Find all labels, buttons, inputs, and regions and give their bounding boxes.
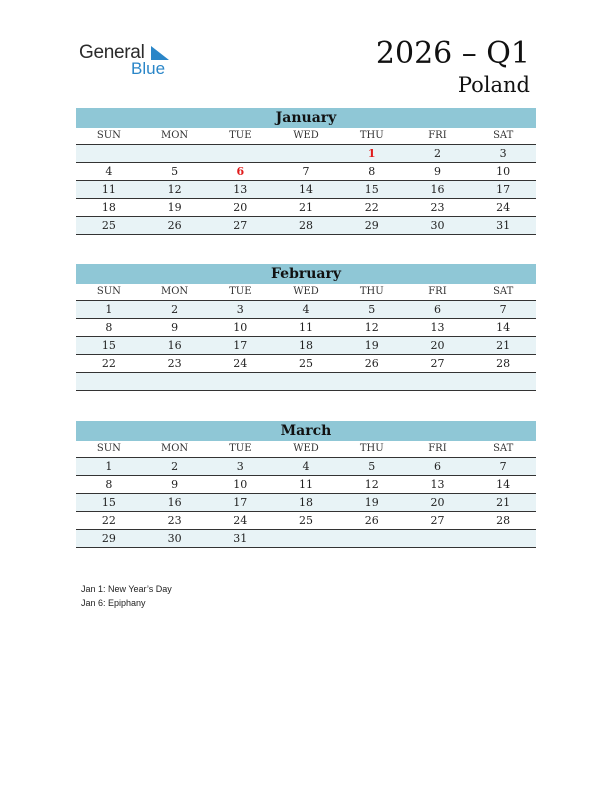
- weekday-label: TUE: [229, 443, 252, 454]
- weekday-label: SAT: [493, 286, 514, 297]
- day-cell: 12: [364, 478, 379, 491]
- day-cell: 11: [101, 183, 116, 196]
- day-cell: 19: [364, 496, 379, 509]
- day-cell: 19: [364, 339, 379, 352]
- day-cell: 17: [233, 496, 248, 509]
- weekday-label: MON: [160, 443, 189, 454]
- day-cell: 24: [233, 357, 248, 370]
- month-name: January: [76, 108, 536, 128]
- day-cell: [76, 145, 142, 162]
- day-cell: [273, 530, 339, 547]
- day-cell: 6: [433, 303, 441, 316]
- day-cell: 7: [499, 460, 507, 473]
- weekday-label: THU: [359, 286, 384, 297]
- week-row: [76, 319, 536, 337]
- day-cell: 11: [299, 321, 314, 334]
- day-cell: [207, 373, 273, 390]
- weekday-label: SAT: [493, 130, 514, 141]
- day-cell: 20: [430, 339, 445, 352]
- day-cell: 6: [236, 165, 245, 178]
- day-cell: 22: [101, 357, 116, 370]
- logo-triangle-icon: [149, 46, 169, 60]
- month-name: February: [76, 264, 536, 284]
- day-cell: 8: [368, 165, 376, 178]
- day-cell: 17: [496, 183, 511, 196]
- day-cell: 15: [101, 339, 116, 352]
- logo-text-general: General: [79, 42, 145, 63]
- day-cell: 14: [299, 183, 314, 196]
- day-cell: 10: [233, 478, 248, 491]
- day-cell: 21: [496, 339, 511, 352]
- day-cell: [405, 530, 471, 547]
- country-name: Poland: [457, 73, 530, 97]
- day-cell: 11: [299, 478, 314, 491]
- weekday-label: WED: [293, 443, 319, 454]
- day-cell: 29: [364, 219, 379, 232]
- holiday-note: Jan 6: Epiphany: [81, 598, 146, 608]
- day-cell: 26: [364, 357, 379, 370]
- weekday-label: SAT: [493, 443, 514, 454]
- week-row: [76, 494, 536, 512]
- day-cell: 28: [496, 357, 511, 370]
- week-row: [76, 458, 536, 476]
- day-cell: 28: [496, 514, 511, 527]
- day-cell: [470, 530, 536, 547]
- day-cell: 9: [433, 165, 441, 178]
- day-cell: 27: [430, 357, 445, 370]
- day-cell: 15: [364, 183, 379, 196]
- weekday-label: THU: [359, 130, 384, 141]
- month-january: [76, 108, 536, 235]
- day-cell: 20: [233, 201, 248, 214]
- day-cell: 8: [105, 321, 113, 334]
- month-name: March: [76, 421, 536, 441]
- logo-text-blue: Blue: [131, 59, 166, 78]
- weekday-label: TUE: [229, 286, 252, 297]
- day-cell: 9: [171, 321, 179, 334]
- week-row: [76, 355, 536, 373]
- day-cell: [142, 145, 208, 162]
- day-cell: 25: [299, 514, 314, 527]
- day-cell: 23: [167, 514, 182, 527]
- week-row: [76, 512, 536, 530]
- day-cell: 5: [368, 460, 376, 473]
- day-cell: 1: [367, 147, 376, 160]
- day-cell: 17: [233, 339, 248, 352]
- day-cell: [76, 373, 142, 390]
- day-cell: 3: [236, 303, 244, 316]
- weekday-header-row: [76, 284, 536, 301]
- day-cell: 2: [171, 460, 179, 473]
- weekday-label: FRI: [428, 443, 447, 454]
- weekday-label: WED: [293, 130, 319, 141]
- day-cell: 29: [101, 532, 116, 545]
- day-cell: 15: [101, 496, 116, 509]
- day-cell: 13: [430, 321, 445, 334]
- day-cell: [470, 373, 536, 390]
- weekday-header-row: [76, 441, 536, 458]
- week-row: [76, 337, 536, 355]
- day-cell: 24: [233, 514, 248, 527]
- day-cell: 4: [105, 165, 113, 178]
- day-cell: 10: [496, 165, 511, 178]
- holiday-notes: [81, 582, 172, 610]
- day-cell: 5: [368, 303, 376, 316]
- weekday-label: MON: [160, 286, 189, 297]
- day-cell: 27: [430, 514, 445, 527]
- day-cell: 30: [167, 532, 182, 545]
- day-cell: 18: [299, 496, 314, 509]
- day-cell: [207, 145, 273, 162]
- day-cell: 22: [101, 514, 116, 527]
- day-cell: 8: [105, 478, 113, 491]
- week-row: [76, 163, 536, 181]
- day-cell: 25: [299, 357, 314, 370]
- day-cell: 6: [433, 460, 441, 473]
- day-cell: 13: [430, 478, 445, 491]
- day-cell: 12: [167, 183, 182, 196]
- day-cell: 16: [430, 183, 445, 196]
- day-cell: 26: [167, 219, 182, 232]
- weekday-label: TUE: [229, 130, 252, 141]
- week-row: [76, 181, 536, 199]
- day-cell: [273, 373, 339, 390]
- week-row: [76, 530, 536, 548]
- day-cell: 2: [171, 303, 179, 316]
- day-cell: [339, 373, 405, 390]
- day-cell: 16: [167, 339, 182, 352]
- day-cell: 31: [496, 219, 511, 232]
- day-cell: 13: [233, 183, 248, 196]
- day-cell: 10: [233, 321, 248, 334]
- day-cell: 14: [496, 321, 511, 334]
- weekday-label: SUN: [96, 443, 121, 454]
- day-cell: [405, 373, 471, 390]
- day-cell: 7: [302, 165, 310, 178]
- day-cell: 9: [171, 478, 179, 491]
- day-cell: 20: [430, 496, 445, 509]
- week-row: [76, 476, 536, 494]
- day-cell: 23: [167, 357, 182, 370]
- day-cell: 31: [233, 532, 248, 545]
- day-cell: 5: [171, 165, 179, 178]
- brand-logo: [79, 42, 179, 82]
- day-cell: 1: [105, 303, 113, 316]
- week-row: [76, 145, 536, 163]
- day-cell: 22: [364, 201, 379, 214]
- weekday-label: SUN: [96, 130, 121, 141]
- day-cell: 14: [496, 478, 511, 491]
- weekday-label: SUN: [96, 286, 121, 297]
- week-row: [76, 217, 536, 235]
- day-cell: 23: [430, 201, 445, 214]
- day-cell: 3: [236, 460, 244, 473]
- day-cell: [339, 530, 405, 547]
- page-title: 2026 – Q1: [375, 36, 530, 71]
- day-cell: 3: [499, 147, 507, 160]
- day-cell: 25: [101, 219, 116, 232]
- day-cell: 16: [167, 496, 182, 509]
- day-cell: 21: [496, 496, 511, 509]
- month-march: [76, 421, 536, 548]
- day-cell: [142, 373, 208, 390]
- weekday-label: THU: [359, 443, 384, 454]
- weekday-label: WED: [293, 286, 319, 297]
- holiday-note: Jan 1: New Year’s Day: [81, 584, 172, 594]
- day-cell: 12: [364, 321, 379, 334]
- day-cell: 30: [430, 219, 445, 232]
- day-cell: [273, 145, 339, 162]
- day-cell: 24: [496, 201, 511, 214]
- day-cell: 4: [302, 303, 310, 316]
- weekday-label: MON: [160, 130, 189, 141]
- day-cell: 2: [433, 147, 441, 160]
- weekday-label: FRI: [428, 286, 447, 297]
- week-row: [76, 301, 536, 319]
- day-cell: 21: [299, 201, 314, 214]
- month-february: [76, 264, 536, 391]
- day-cell: 28: [299, 219, 314, 232]
- day-cell: 19: [167, 201, 182, 214]
- day-cell: 26: [364, 514, 379, 527]
- day-cell: 4: [302, 460, 310, 473]
- week-row: [76, 199, 536, 217]
- weekday-label: FRI: [428, 130, 447, 141]
- day-cell: 1: [105, 460, 113, 473]
- day-cell: 27: [233, 219, 248, 232]
- day-cell: 18: [299, 339, 314, 352]
- weekday-header-row: [76, 128, 536, 145]
- day-cell: 7: [499, 303, 507, 316]
- week-row: [76, 373, 536, 391]
- day-cell: 18: [101, 201, 116, 214]
